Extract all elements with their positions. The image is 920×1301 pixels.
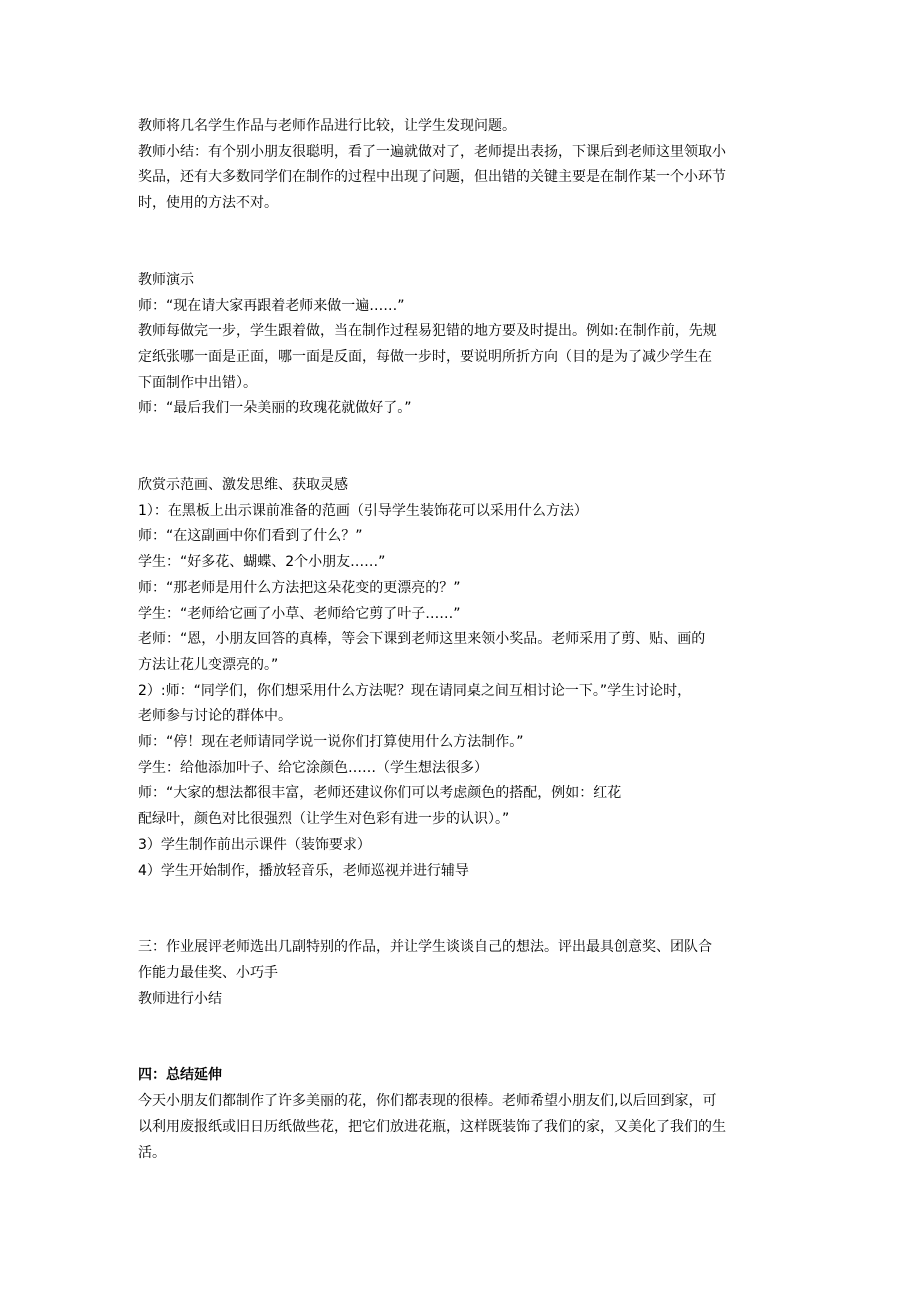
summary-section [138,1063,788,1166]
text-line: 奖品，还有大多数同学们在制作的过程中出现了问题，但出错的关键主要是在制作某一个小环节 [138,169,726,186]
text-line: 教师进行小结 [138,990,222,1007]
text-line: 师：“停！现在老师请同学说一说你们打算使用什么方法制作。” [138,734,524,751]
text-line: 师：“那老师是用什么方法把这朵花变的更漂亮的？” [138,579,461,596]
text-line: 教师小结：有个别小朋友很聪明，看了一遍就做对了，老师提出表扬，下课后到老师这里领取小 [138,143,726,160]
text-line: 作能力最佳奖、小巧手 [138,964,278,981]
text-line: 老师：“恩，小朋友回答的真棒，等会下课到老师这里来领小奖品。老师采用了剪、贴、画的 [138,631,706,648]
text-line: 2）:师：“同学们，你们想采用什么方法呢？现在请同桌之间互相讨论一下。”学生讨论时， [138,682,692,699]
text-line: 学生：“老师给它画了小草、老师给它剪了叶子……” [138,605,461,622]
section-title: 教师演示 [138,271,194,288]
text-line: 定纸张哪一面是正面，哪一面是反面，每做一步时，要说明所折方向（目的是为了减少学生在 [138,348,712,365]
text-line: 1）：在黑板上出示课前准备的范画（引导学生装饰花可以采用什么方法） [138,502,588,519]
text-line: 师：“大家的想法都很丰富，老师还建议你们可以考虑颜色的搭配，例如：红花 [138,785,622,802]
document-body [138,114,788,1166]
text-line: 配绿叶，颜色对比很强烈（让学生对色彩有进一步的认识）。” [138,811,510,828]
text-line: 学生：给他添加叶子、给它涂颜色……（学生想法很多） [138,759,488,776]
text-line: 今天小朋友们都制作了许多美丽的花，你们都表现的很棒。老师希望小朋友们,以后回到家，可 [138,1093,717,1110]
text-line: 时，使用的方法不对。 [138,195,278,212]
evaluation-section [138,935,788,1012]
text-line: 3）学生制作前出示课件（装饰要求） [138,836,371,853]
text-line: 4）学生开始制作，播放轻音乐，老师巡视并进行辅导 [138,862,469,879]
text-line: 教师每做完一步，学生跟着做，当在制作过程易犯错的地方要及时提出。例如:在制作前，先规 [138,323,717,340]
section-title: 欣赏示范画、激发思维、获取灵感 [138,477,348,494]
comparison-section [138,114,788,217]
text-line: 教师将几名学生作品与老师作品进行比较，让学生发现问题。 [138,118,516,134]
text-line: 活。 [138,1144,166,1161]
demo-section [138,268,788,422]
text-line: 以利用废报纸或旧日历纸做些花，把它们放进花瓶，这样既装饰了我们的家，又美化了我们的生 [138,1118,726,1135]
section-heading: 四：总结延伸 [138,1067,222,1084]
text-line: 学生：“好多花、蝴蝶、2个小朋友……” [138,554,386,571]
text-line: 师：“最后我们一朵美丽的玫瑰花就做好了。” [138,400,412,417]
text-line: 老师参与讨论的群体中。 [138,708,292,725]
appreciate-section [138,473,788,884]
text-line: 师：“在这副画中你们看到了什么？” [138,528,363,545]
text-line: 下面制作中出错）。 [138,374,257,391]
text-line: 方法让花儿变漂亮的。” [138,656,279,673]
text-line: 师：“现在请大家再跟着老师来做一遍……” [138,297,405,314]
text-line: 三：作业展评老师选出几副特别的作品，并让学生谈谈自己的想法。评出最具创意奖、团队合 [138,939,712,956]
